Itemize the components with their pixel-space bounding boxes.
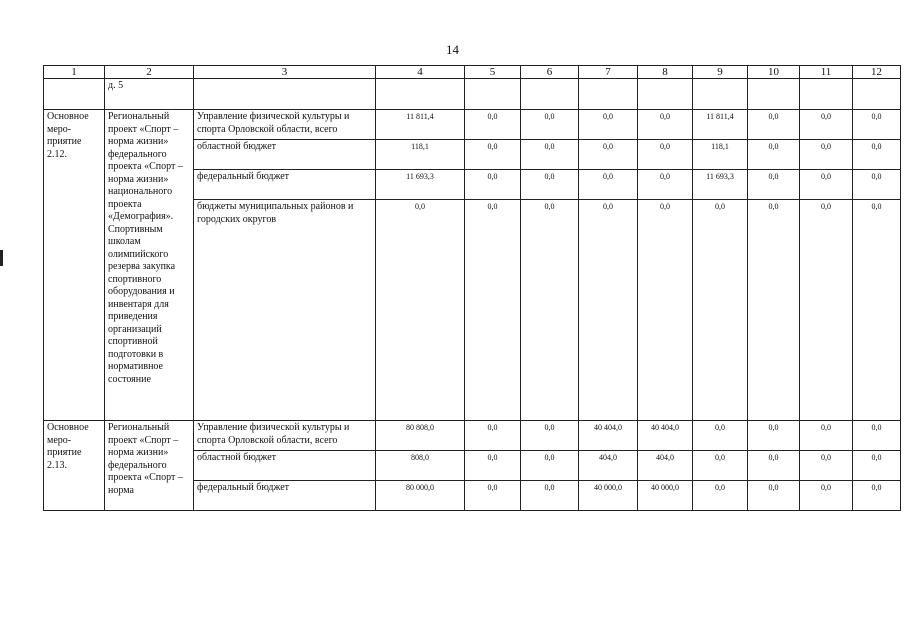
amount-cell: 0,0 <box>693 200 748 421</box>
amount-cell: 0,0 <box>521 481 579 511</box>
amount-cell: 0,0 <box>521 110 579 140</box>
amount-cell: 0,0 <box>853 451 901 481</box>
amount-cell: 0,0 <box>853 200 901 421</box>
amount-cell: 11 811,4 <box>693 110 748 140</box>
column-number: 4 <box>376 66 465 79</box>
amount-cell: 0,0 <box>521 200 579 421</box>
amount-cell: 0,0 <box>748 451 800 481</box>
amount-cell: 0,0 <box>638 110 693 140</box>
amount-cell: 0,0 <box>465 421 521 451</box>
amount-cell: 808,0 <box>376 451 465 481</box>
amount-cell: 0,0 <box>748 110 800 140</box>
amount-cell: 80 808,0 <box>376 421 465 451</box>
amount-cell: 0,0 <box>800 110 853 140</box>
table-row <box>44 421 901 451</box>
column-number: 6 <box>521 66 579 79</box>
amount-cell: 0,0 <box>638 140 693 170</box>
measure-description: Региональный проект «Спорт – норма жизни» федерального проекта «Спорт – норма жизни» национального проекта «Демография». Спортивным школам олимпийского резерва закупка спортивного оборудования и инвентаря для приведения организаций спортивной подготовки в нормативное состояние <box>105 110 194 421</box>
amount-cell: 0,0 <box>853 481 901 511</box>
amount-cell: 0,0 <box>521 421 579 451</box>
funding-source: бюджеты муниципальных районов и городских округов <box>194 200 376 421</box>
amount-cell: 0,0 <box>693 451 748 481</box>
continuation-text: д. 5 <box>105 79 194 110</box>
amount-cell: 0,0 <box>800 200 853 421</box>
column-number-row <box>44 66 901 79</box>
budget-table <box>43 65 901 511</box>
amount-cell: 0,0 <box>800 170 853 200</box>
amount-cell: 0,0 <box>800 451 853 481</box>
funding-source: федеральный бюджет <box>194 170 376 200</box>
page-number: 14 <box>446 42 459 57</box>
amount-cell: 0,0 <box>853 170 901 200</box>
amount-cell: 0,0 <box>800 481 853 511</box>
funding-source: федеральный бюджет <box>194 481 376 511</box>
amount-cell: 0,0 <box>800 140 853 170</box>
amount-cell: 0,0 <box>748 200 800 421</box>
amount-cell: 11 811,4 <box>376 110 465 140</box>
amount-cell: 0,0 <box>465 481 521 511</box>
column-number: 5 <box>465 66 521 79</box>
measure-description: Региональный проект «Спорт – норма жизни» федерального проекта «Спорт – норма <box>105 421 194 511</box>
amount-cell: 0,0 <box>853 140 901 170</box>
scan-margin-mark <box>0 250 3 266</box>
amount-cell: 0,0 <box>521 170 579 200</box>
amount-cell: 0,0 <box>853 421 901 451</box>
amount-cell: 0,0 <box>521 451 579 481</box>
amount-cell: 0,0 <box>638 170 693 200</box>
amount-cell: 40 000,0 <box>579 481 638 511</box>
amount-cell: 118,1 <box>693 140 748 170</box>
funding-source: областной бюджет <box>194 140 376 170</box>
funding-source: областной бюджет <box>194 451 376 481</box>
amount-cell: 404,0 <box>579 451 638 481</box>
amount-cell: 0,0 <box>579 200 638 421</box>
amount-cell: 40 404,0 <box>579 421 638 451</box>
amount-cell: 0,0 <box>748 140 800 170</box>
amount-cell: 0,0 <box>579 140 638 170</box>
funding-source: Управление физической культуры и спорта Орловской области, всего <box>194 421 376 451</box>
amount-cell: 0,0 <box>579 110 638 140</box>
amount-cell: 40 000,0 <box>638 481 693 511</box>
column-number: 2 <box>105 66 194 79</box>
amount-cell: 0,0 <box>638 200 693 421</box>
continuation-row <box>44 79 901 110</box>
funding-source: Управление физической культуры и спорта Орловской области, всего <box>194 110 376 140</box>
amount-cell: 11 693,3 <box>693 170 748 200</box>
column-number: 3 <box>194 66 376 79</box>
measure-label: Основное меро-приятие 2.12. <box>44 110 105 421</box>
column-number: 1 <box>44 66 105 79</box>
amount-cell: 0,0 <box>748 421 800 451</box>
amount-cell: 0,0 <box>748 170 800 200</box>
column-number: 8 <box>638 66 693 79</box>
amount-cell: 0,0 <box>465 451 521 481</box>
amount-cell: 0,0 <box>465 170 521 200</box>
amount-cell: 0,0 <box>800 421 853 451</box>
amount-cell: 80 000,0 <box>376 481 465 511</box>
amount-cell: 0,0 <box>579 170 638 200</box>
measure-label: Основное меро-приятие 2.13. <box>44 421 105 511</box>
amount-cell: 0,0 <box>465 110 521 140</box>
amount-cell: 404,0 <box>638 451 693 481</box>
amount-cell: 0,0 <box>693 481 748 511</box>
column-number: 10 <box>748 66 800 79</box>
amount-cell: 0,0 <box>465 200 521 421</box>
amount-cell: 118,1 <box>376 140 465 170</box>
amount-cell: 0,0 <box>853 110 901 140</box>
amount-cell: 0,0 <box>748 481 800 511</box>
table-row <box>44 110 901 140</box>
amount-cell: 40 404,0 <box>638 421 693 451</box>
amount-cell: 0,0 <box>376 200 465 421</box>
amount-cell: 0,0 <box>521 140 579 170</box>
column-number: 9 <box>693 66 748 79</box>
column-number: 7 <box>579 66 638 79</box>
amount-cell: 11 693,3 <box>376 170 465 200</box>
amount-cell: 0,0 <box>465 140 521 170</box>
column-number: 12 <box>853 66 901 79</box>
column-number: 11 <box>800 66 853 79</box>
amount-cell: 0,0 <box>693 421 748 451</box>
